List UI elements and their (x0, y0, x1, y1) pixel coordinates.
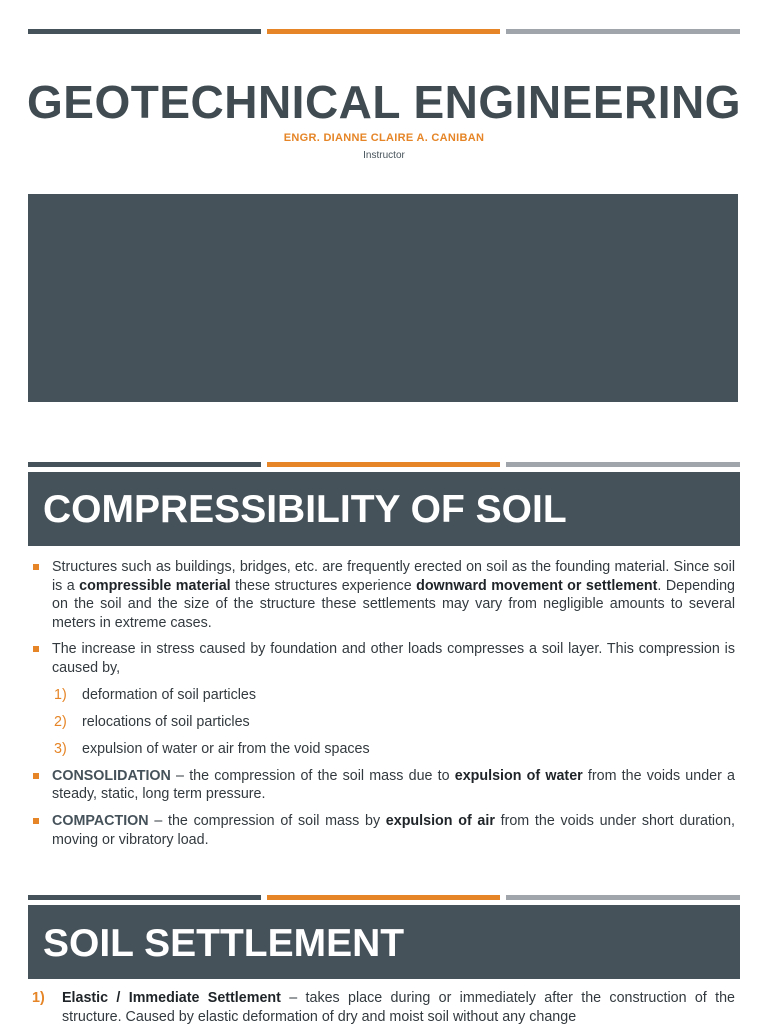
text-run: – the compression of the soil mass due to (170, 767, 455, 784)
divider-segment-dark (28, 462, 261, 467)
divider-segment-dark (28, 895, 261, 900)
author-role: Instructor (363, 150, 405, 161)
list-item-text: deformation of soil particles (82, 686, 257, 703)
divider-segment-gray (506, 895, 740, 900)
keyword: expulsion of air (385, 813, 495, 830)
author-name: ENGR. DIANNE CLAIRE A. CANIBAN (283, 132, 485, 144)
list-number: 2) (54, 713, 67, 730)
keyword: compressible material (79, 577, 231, 594)
list-item-text: relocations of soil particles (82, 713, 250, 730)
list-item (28, 686, 735, 705)
section1-divider (28, 462, 740, 467)
bullet-paragraph (28, 767, 735, 804)
list-item (28, 740, 735, 759)
list-number: 3) (54, 740, 67, 757)
section2-heading: SOIL SETTLEMENT (28, 905, 740, 979)
keyword: downward movement or settlement (416, 577, 658, 594)
text-run: – the compression of soil mass by (148, 813, 386, 830)
list-item-text: expulsion of water or air from the void spaces (82, 740, 370, 757)
text-run: these structures experience (230, 577, 417, 594)
divider-segment-orange (267, 462, 500, 467)
list-number: 1) (32, 990, 45, 1006)
bullet-square-icon (33, 773, 39, 779)
divider-segment-gray (506, 462, 740, 467)
text-run: – takes place during or immediately after the construction of the structure. Caused by elastic deformation of dry and moist soil without any change (62, 990, 735, 1025)
divider-segment-gray (506, 29, 740, 34)
divider-segment-orange (267, 895, 500, 900)
text-run: The increase in stress caused by foundation and other loads compresses a soil layer. This compression is caused by, (52, 641, 735, 676)
document-title: GEOTECHNICAL ENGINEERING (27, 76, 741, 128)
bullet-paragraph (28, 558, 735, 632)
text-run: from the voids under a steady, static, long term pressure. (52, 767, 735, 803)
bullet-paragraph (28, 812, 735, 849)
keyword: expulsion of water (454, 767, 583, 784)
text-run: . Depending on the soil and the size of the structure these settlements may vary from negligible amounts to several meters in extreme cases. (52, 577, 735, 631)
list-item (28, 713, 735, 732)
bullet-square-icon (33, 646, 39, 652)
bullet-paragraph (28, 640, 735, 677)
text-run: from the voids under short duration, moving or vibratory load. (52, 813, 735, 848)
term-elastic-settlement: Elastic / Immediate Settlement (62, 990, 281, 1006)
list-item (28, 989, 735, 1026)
term-compaction: COMPACTION (52, 813, 149, 830)
section2-content (28, 989, 735, 1026)
top-divider (28, 29, 740, 34)
term-consolidation: CONSOLIDATION (52, 767, 171, 784)
bullet-square-icon (33, 818, 39, 824)
text-run: Structures such as buildings, bridges, etc. are frequently erected on soil as the founding material. Since soil is a (52, 559, 735, 594)
section1-content (28, 558, 735, 849)
bullet-square-icon (33, 564, 39, 570)
section2-divider (28, 895, 740, 900)
divider-segment-dark (28, 29, 261, 34)
list-number: 1) (54, 686, 67, 703)
title-image-panel (28, 194, 738, 402)
divider-segment-orange (267, 29, 500, 34)
section1-heading: COMPRESSIBILITY OF SOIL (28, 472, 740, 546)
